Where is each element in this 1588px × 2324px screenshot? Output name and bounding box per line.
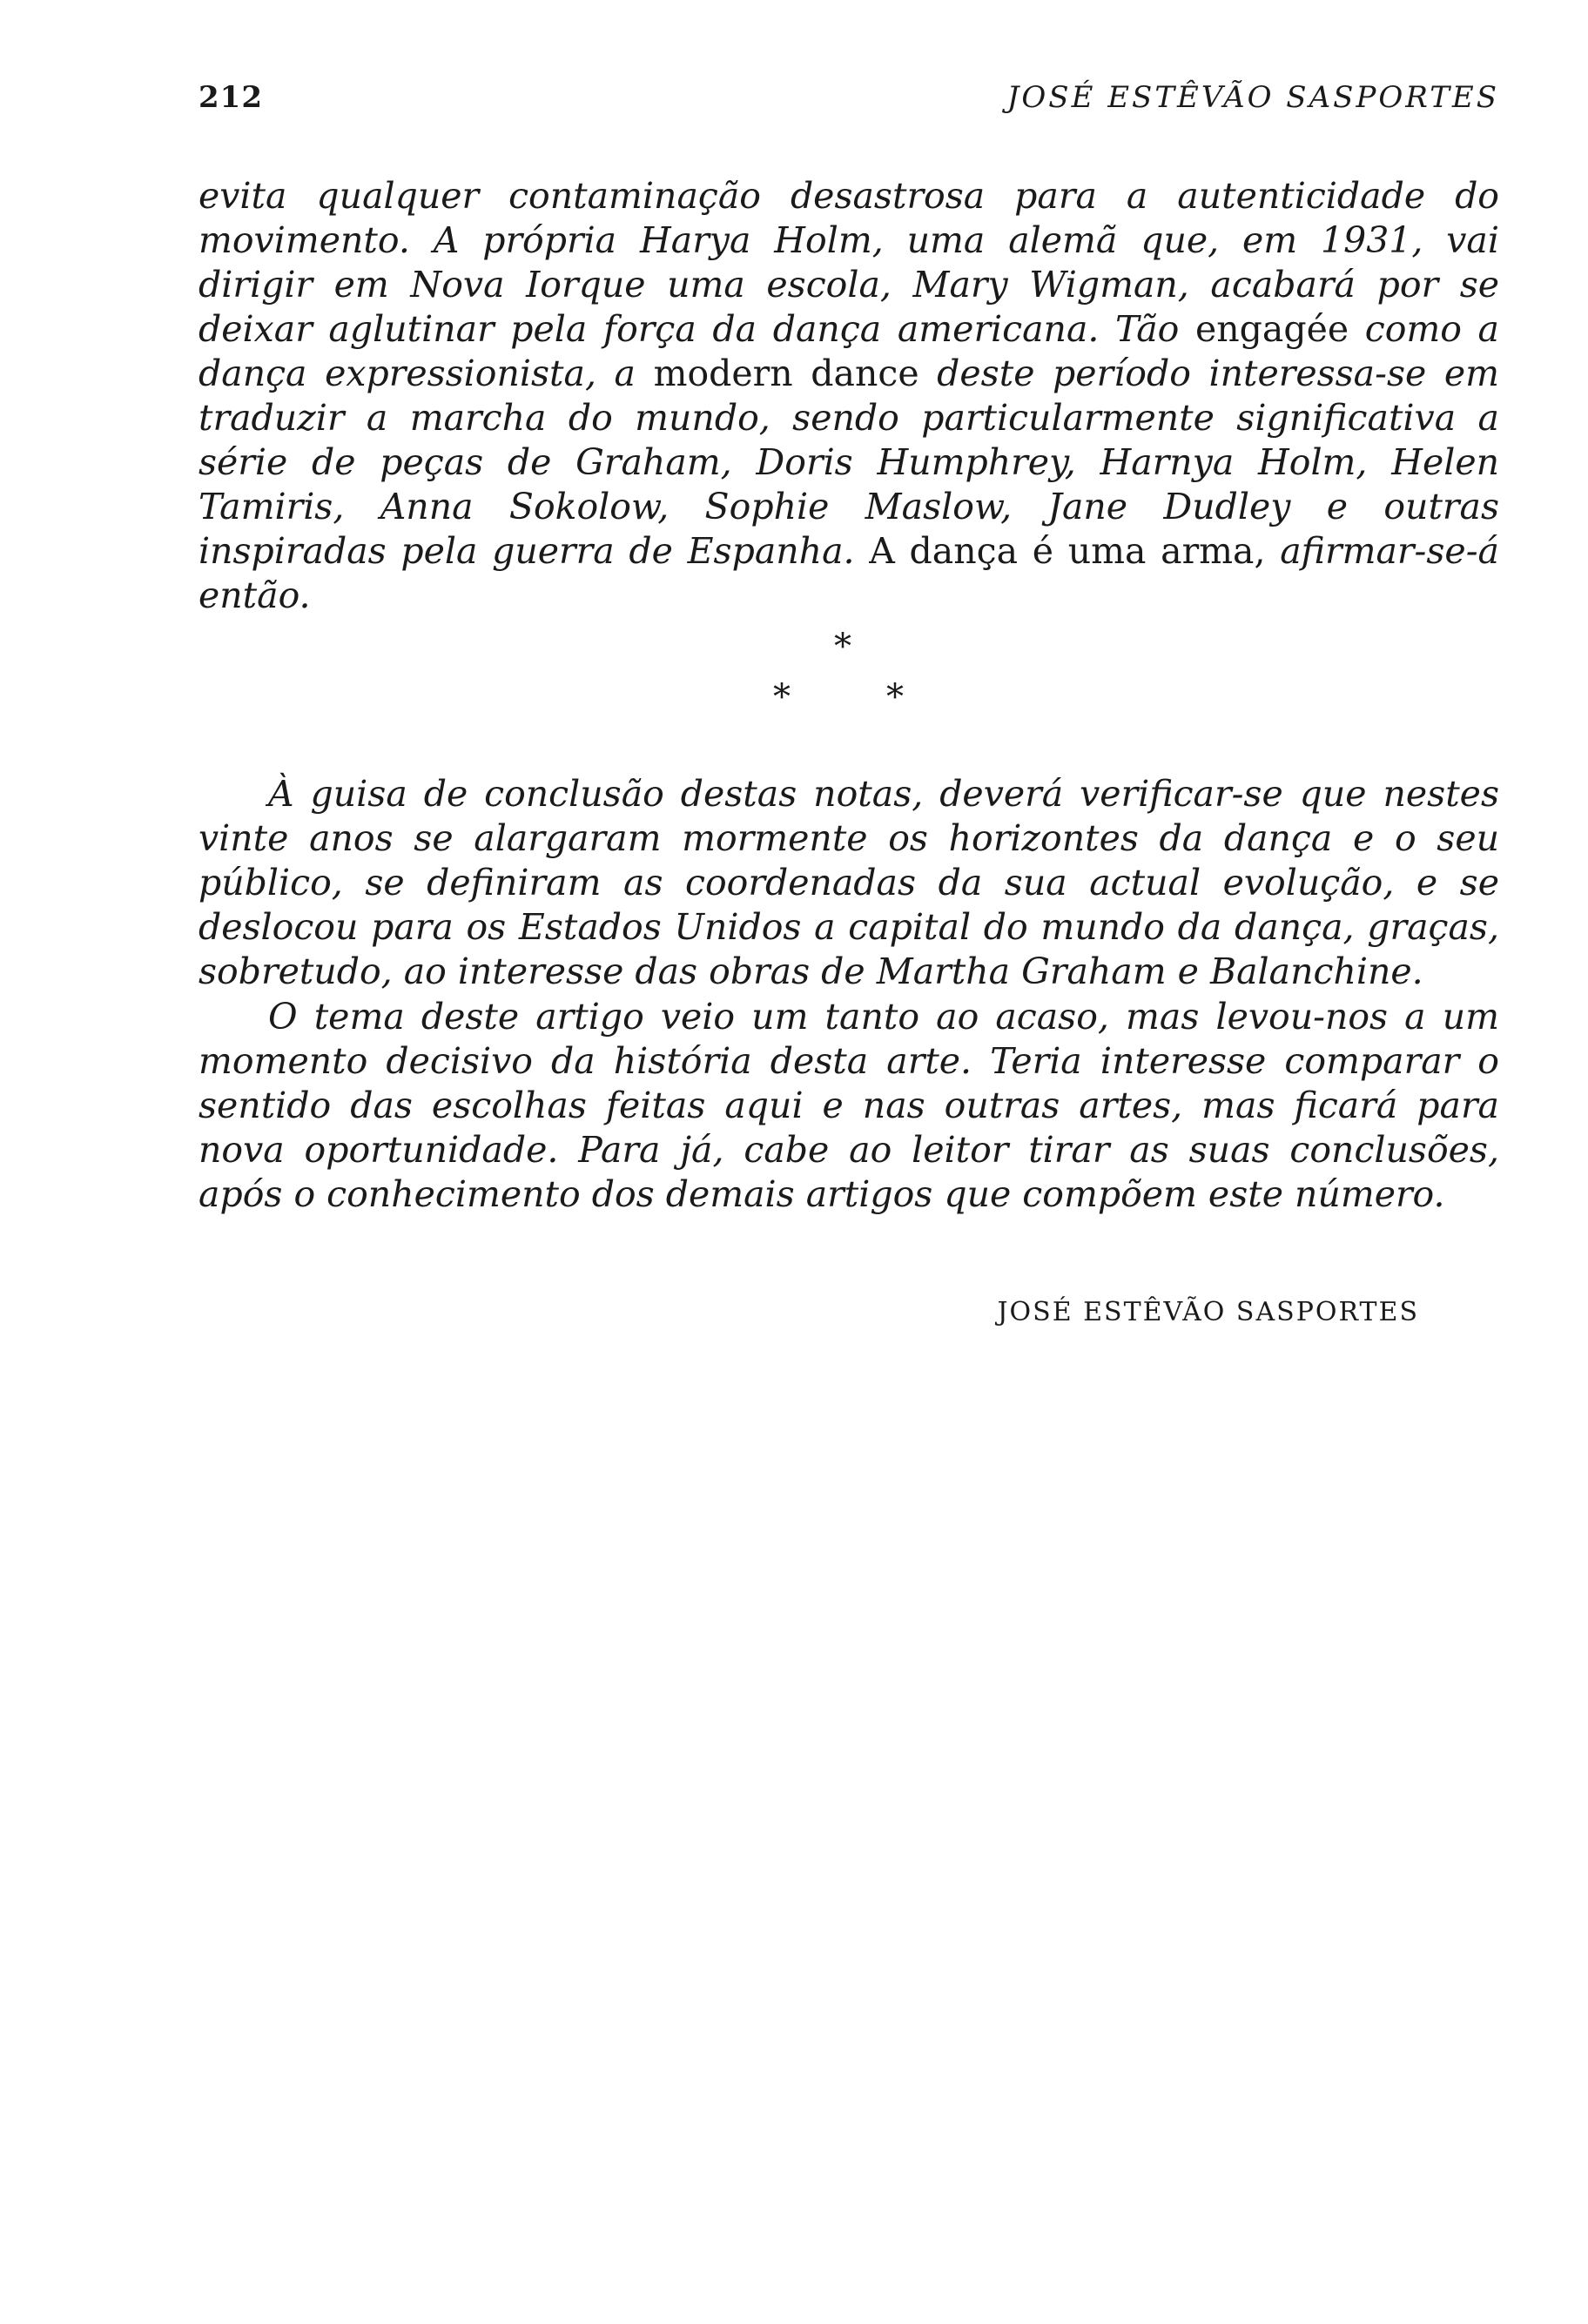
paragraph1-quote: A dança é uma arma, xyxy=(869,530,1266,572)
paragraph-continuation xyxy=(198,174,1499,618)
paragraph1-segment: evita qualquer contaminação desastrosa para a autenticidade do movimento. A própria Harya Holm, uma alemã que, em 1931, vai dirigir em Nova Iorque uma escola, Mary Wigman, acabará por se deixar aglutinar pela força da dança americana. Tão xyxy=(198,175,1499,350)
author-signature: JOSÉ ESTÊVÃO SASPORTES xyxy=(997,1297,1419,1327)
paragraph1-segment: afirmar-se-á então. xyxy=(198,530,1499,616)
asterism-star: * xyxy=(773,677,791,717)
paragraph1-segment: deste período interessa-se em traduzir a marcha do mundo, sendo particularmente significativa a série de peças de Graham, Doris Humphrey, Harnya Holm, Helen Tamiris, Anna Sokolow, Sophie Maslow, Jane Dudley e outras inspiradas pela guerra de Espanha. xyxy=(198,353,1499,572)
section-break-asterism xyxy=(0,627,1588,740)
closing-text: O tema deste artigo veio um tanto ao acaso, mas levou-nos a um momento decisivo da história desta arte. Teria interesse comparar o sentido das escolhas feitas aqui e nas outras artes, mas ficará para nova oportunidade. Para já, cabe ao leitor tirar as suas conclusões, após o conhecimento dos demais artigos que compõem este número. xyxy=(198,996,1499,1215)
conclusion-text: À guisa de conclusão destas notas, deverá verificar-se que nestes vinte anos se alargaram mormente os horizontes da dança e o seu público, se definiram as coordenadas da sua actual evolução, e se deslocou para os Estados Unidos a capital do mundo da dança, graças, sobretudo, ao interesse das obras de Martha Graham e Balanchine. xyxy=(198,773,1499,992)
page-number: 212 xyxy=(198,80,263,115)
page-header xyxy=(198,80,1499,124)
asterism-star: * xyxy=(834,627,851,667)
paragraph1-term-engagee: engagée xyxy=(1194,308,1349,350)
paragraph1-segment: como a dança expressionista, a xyxy=(198,308,1499,394)
asterism-star: * xyxy=(886,677,904,717)
conclusion-paragraph xyxy=(198,772,1499,994)
running-head: JOSÉ ESTÊVÃO SASPORTES xyxy=(1006,80,1499,115)
paragraph1-term-modern-dance: modern dance xyxy=(653,353,919,394)
closing-paragraph xyxy=(198,995,1499,1217)
